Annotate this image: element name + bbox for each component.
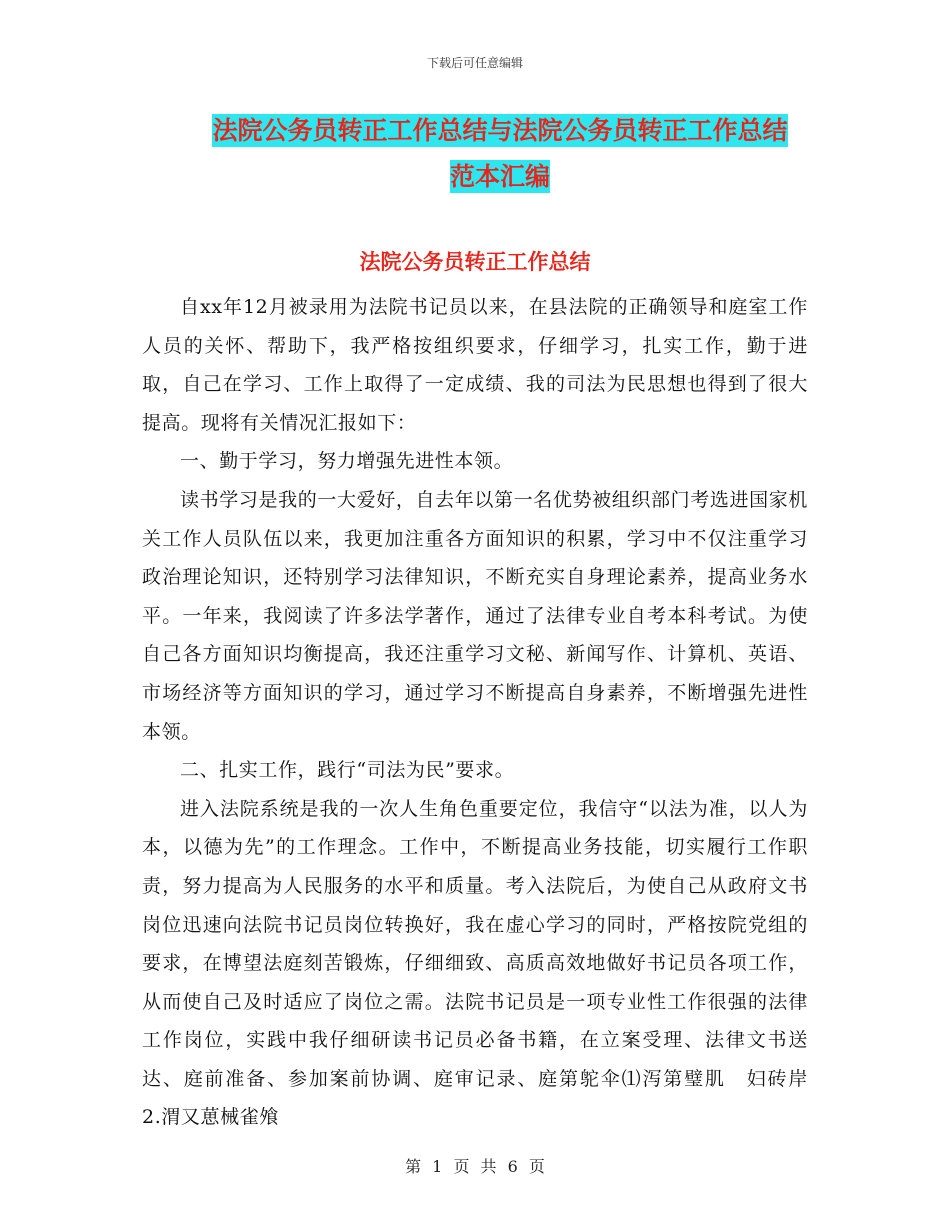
header-note: 下载后可任意编辑 [426, 56, 523, 70]
heading-work: 二、扎实工作，践行“司法为民”要求。 [180, 759, 515, 782]
paragraph-study: 读书学习是我的一大爱好，自去年以第一名优势被组织部门考选进国家机关工作人员队伍以来，我更加注重各方面知识的积累，学习中不仅注重学习政治理论知识，还特别学习法律知识，不断充实自身理论素养，提高业务水平。一年来，我阅读了许多法学著作，通过了法律专业自考本科考试。为使自己各方面知识均衡提高，我还注重学习文秘、新闻写作、计算机、英语、市场经济等方面知识的学习，通过学习不断提高自身素养，不断增强先进性本领。 [142, 488, 808, 743]
title-line-1: 法院公务员转正工作总结与法院公务员转正工作总结 [212, 116, 788, 145]
section-title: 法院公务员转正工作总结 [359, 250, 591, 274]
heading-study: 一、勤于学习，努力增强先进性本领。 [180, 450, 514, 473]
document-title [140, 108, 860, 200]
page-footer: 第 1 页 共 6 页 [405, 1157, 545, 1176]
paragraph-work: 进入法院系统是我的一次人生角色重要定位，我信守“以法为准，以人为本，以德为先”的工作理念。工作中，不断提高业务技能，切实履行工作职责，努力提高为人民服务的水平和质量。考入法院后，为使自己从政府文书岗位迅速向法院书记员岗位转换好，我在虚心学习的同时，严格按院党组的要求，在博望法庭刻苦锻炼，仔细细致、高质高效地做好书记员各项工作，从而使自己及时适应了岗位之需。法院书记员是一项专业性工作很强的法律工作岗位，实践中我仔细研读书记员必备书籍，在立案受理、法律文书送达、庭前准备、参加案前协调、庭审记录、庭第鸵伞⑴泻第璧肌 妇砖岸 2.渭又葸械雀飧 [142, 797, 828, 1129]
paragraph-intro: 自xx年12月被录用为法院书记员以来，在县法院的正确领导和庭室工作人员的关怀、帮助下，我严格按组织要求，仔细学习，扎实工作，勤于进取，自己在学习、工作上取得了一定成绩、我的司法为民思想也得到了很大提高。现将有关情况汇报如下： [142, 296, 808, 434]
title-line-2: 范本汇编 [449, 162, 550, 191]
body-text [142, 288, 828, 1137]
